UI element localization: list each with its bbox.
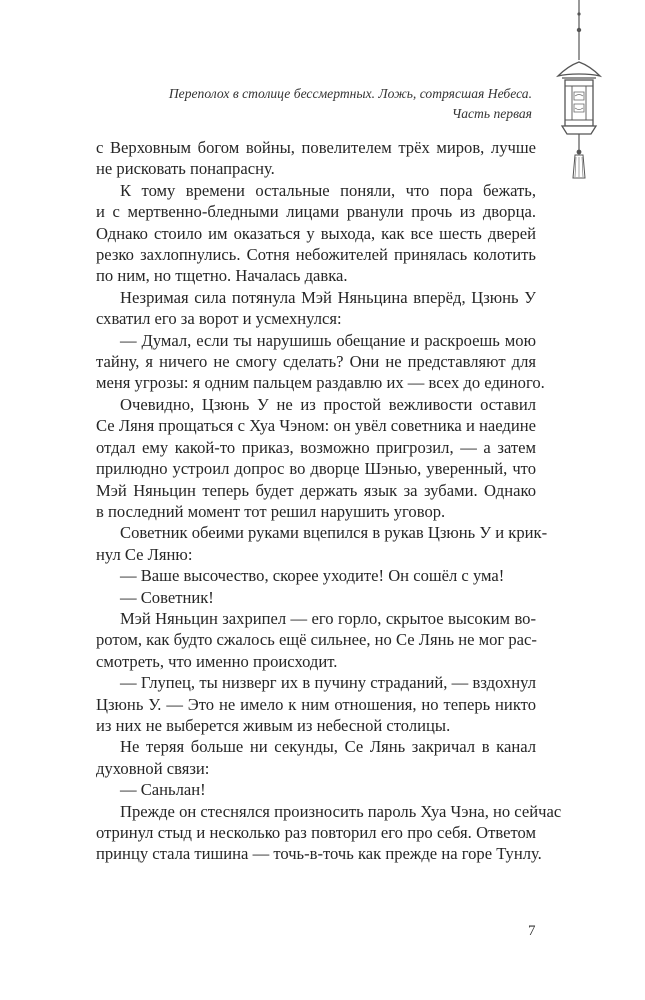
paragraph — [96, 394, 536, 522]
text-line: нул Се Ляню: — [96, 544, 193, 564]
text-line: Прежде он стеснялся произносить пароль Хуа Чэна, но сейчас — [120, 801, 562, 821]
text-line: не рисковать понапрасну. — [96, 159, 275, 179]
paragraph — [96, 565, 536, 586]
text-line: Не теряя больше ни секунды, Се Лянь закричал в канал — [120, 737, 536, 757]
text-line: духовной связи: — [96, 758, 210, 778]
paragraph — [96, 180, 536, 287]
text-line: отдал ему какой-то приказ, возможно пригрозил, — а затем — [96, 437, 536, 457]
paragraph — [96, 608, 536, 672]
body-text — [96, 137, 562, 865]
paragraph — [96, 672, 536, 736]
text-line: схватил его за ворот и усмехнулся: — [96, 309, 342, 329]
text-line: ротом, как будто сжалось ещё сильнее, но Се Лянь не мог рас- — [96, 630, 537, 650]
text-line: Однако стоило им оказаться у выхода, как все шесть дверей — [96, 223, 536, 243]
page-number: 7 — [528, 923, 536, 939]
text-line: — Думал, если ты нарушишь обещание и раскроешь мою — [120, 330, 536, 350]
text-line: с Верховным богом войны, повелителем трёх миров, лучше — [96, 138, 536, 157]
text-line: — Советник! — [120, 587, 214, 607]
text-line: Советник обеими руками вцепился в рукав Цзюнь У и крик- — [120, 523, 548, 543]
running-head-line-1: Переполох в столице бессмертных. Ложь, сотрясшая Небеса. — [168, 86, 532, 101]
paragraph — [96, 137, 536, 180]
text-line: Незримая сила потянула Мэй Няньцина вперёд, Цзюнь У — [120, 287, 536, 307]
paragraph — [96, 330, 545, 394]
text-line: меня угрозы: я одним пальцем раздавлю их — всех до единого. — [96, 373, 545, 393]
text-line: прилюдно устроил допрос во дворце Шэнью, уверенный, что — [96, 459, 536, 479]
paragraph — [96, 522, 548, 565]
text-line: Мэй Няньцин захрипел — его горло, скрытое высоким во- — [120, 608, 536, 628]
running-head — [132, 84, 532, 124]
paragraph — [96, 287, 536, 330]
text-line: — Глупец, ты низверг их в пучину страданий, — вздохнул — [120, 673, 536, 693]
text-line: резко захлопнулись. Сотня небожителей принялась колотить — [96, 245, 536, 265]
text-line: принцу стала тишина — точь-в-точь как прежде на горе Тунлу. — [96, 844, 542, 864]
text-line: К тому времени остальные поняли, что пора бежать, — [120, 180, 536, 200]
text-line: Цзюнь У. — Это не имело к ним отношения, но теперь никто — [96, 694, 536, 714]
text-line: и с мертвенно-бледными лицами рванули прочь из дворца. — [96, 202, 536, 222]
paragraph — [96, 801, 562, 865]
paragraph — [96, 736, 536, 779]
text-line: из них не выберется живым из небесной столицы. — [96, 715, 451, 735]
paragraph — [96, 779, 536, 800]
lantern-ornament-icon — [556, 0, 606, 200]
text-line: отринул стыд и несколько раз повторил его про себя. Ответом — [96, 823, 536, 842]
text-line: — Саньлан! — [120, 780, 206, 800]
text-line: по ним, но тщетно. Началась давка. — [96, 266, 348, 286]
text-line: — Ваше высочество, скорее уходите! Он сошёл с ума! — [120, 566, 505, 586]
running-head-line-2: Часть первая — [451, 106, 532, 121]
text-line: Се Ляня прощаться с Хуа Чэном: он увёл советника и наедине — [96, 416, 536, 436]
paragraph — [96, 587, 536, 608]
text-line: в последний момент тот решил нарушить уговор. — [96, 501, 446, 521]
text-line: Мэй Няньцин теперь будет держать язык за зубами. Однако — [96, 480, 536, 500]
text-line: Очевидно, Цзюнь У не из простой вежливости оставил — [120, 394, 536, 414]
text-line: смотреть, что именно происходит. — [96, 651, 338, 671]
text-line: тайну, я ничего не смогу сделать? Они не представляют для — [96, 352, 536, 372]
